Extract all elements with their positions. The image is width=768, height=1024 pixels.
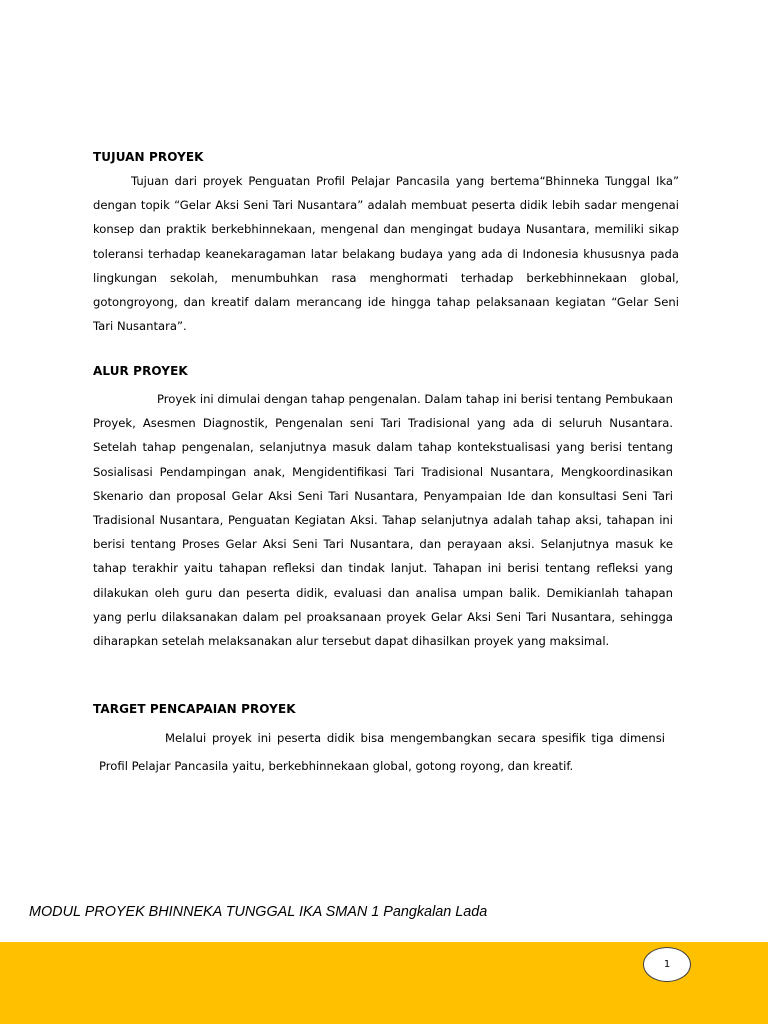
paragraph-target-pencapaian: Melalui proyek ini peserta didik bisa mengembangkan secara spesifik tiga dimensi Profil Pelajar Pancasila yaitu, berkebhinnekaan global, gotong royong, dan kreatif. (99, 731, 665, 773)
heading-target-pencapaian: TARGET PENCAPAIAN PROYEK (93, 702, 296, 716)
section-target-pencapaian (93, 702, 665, 780)
section-tujuan-proyek (93, 150, 679, 338)
page-number: 1 (663, 959, 671, 970)
paragraph-tujuan-proyek: Tujuan dari proyek Penguatan Profil Pelajar Pancasila yang bertema“Bhinneka Tunggal Ika” dengan topik “Gelar Aksi Seni Tari Nusantara” adalah membuat peserta didik lebih sadar mengenai konsep dan praktik berkebhinnekaan, mengenal dan mengingat budaya Nusantara, memiliki sikap toleransi terhadap keanekaragaman latar belakang budaya yang ada di Indonesia khususnya pada lingkungan sekolah, menumbuhkan rasa menghormati terhadap berkebhinnekaan global, gotongroyong, dan kreatif dalam merancang ide hingga tahap pelaksanaan kegiatan “Gelar Seni Tari Nusantara”. (93, 174, 679, 334)
footer-module-title: MODUL PROYEK BHINNEKA TUNGGAL IKA SMAN 1 Pangkalan Lada (29, 904, 488, 920)
page-number-badge (643, 947, 691, 982)
heading-alur-proyek: ALUR PROYEK (93, 364, 188, 378)
section-alur-proyek (93, 364, 673, 653)
heading-tujuan-proyek: TUJUAN PROYEK (93, 150, 204, 164)
paragraph-alur-proyek: Proyek ini dimulai dengan tahap pengenalan. Dalam tahap ini berisi tentang Pembukaan Proyek, Asesmen Diagnostik, Pengenalan seni Tari Tradisional yang ada di seluruh Nusantara. Setelah tahap pengenalan, selanjutnya masuk dalam tahap kontekstualisasi yang berisi tentang Sosialisasi Pendampingan anak, Mengidentifikasi Tari Tradisional Nusantara, Mengkoordinasikan Skenario dan proposal Gelar Aksi Seni Tari Nusantara, Penyampaian Ide dan konsultasi Seni Tari Tradisional Nusantara, Penguatan Kegiatan Aksi. Tahap selanjutnya adalah tahap aksi, tahapan ini berisi tentang Proses Gelar Aksi Seni Tari Nusantara, dan perayaan aksi. Selanjutnya masuk ke tahap terakhir yaitu tahapan refleksi dan tindak lanjut. Tahapan ini berisi tentang refleksi yang dilakukan oleh guru dan peserta didik, evaluasi dan analisa umpan balik. Demikianlah tahapan yang perlu dilaksanakan dalam pel proaksanaan proyek Gelar Aksi Seni Tari Nusantara, sehingga diharapkan setelah melaksanakan alur tersebut dapat dihasilkan proyek yang maksimal. (93, 392, 673, 649)
